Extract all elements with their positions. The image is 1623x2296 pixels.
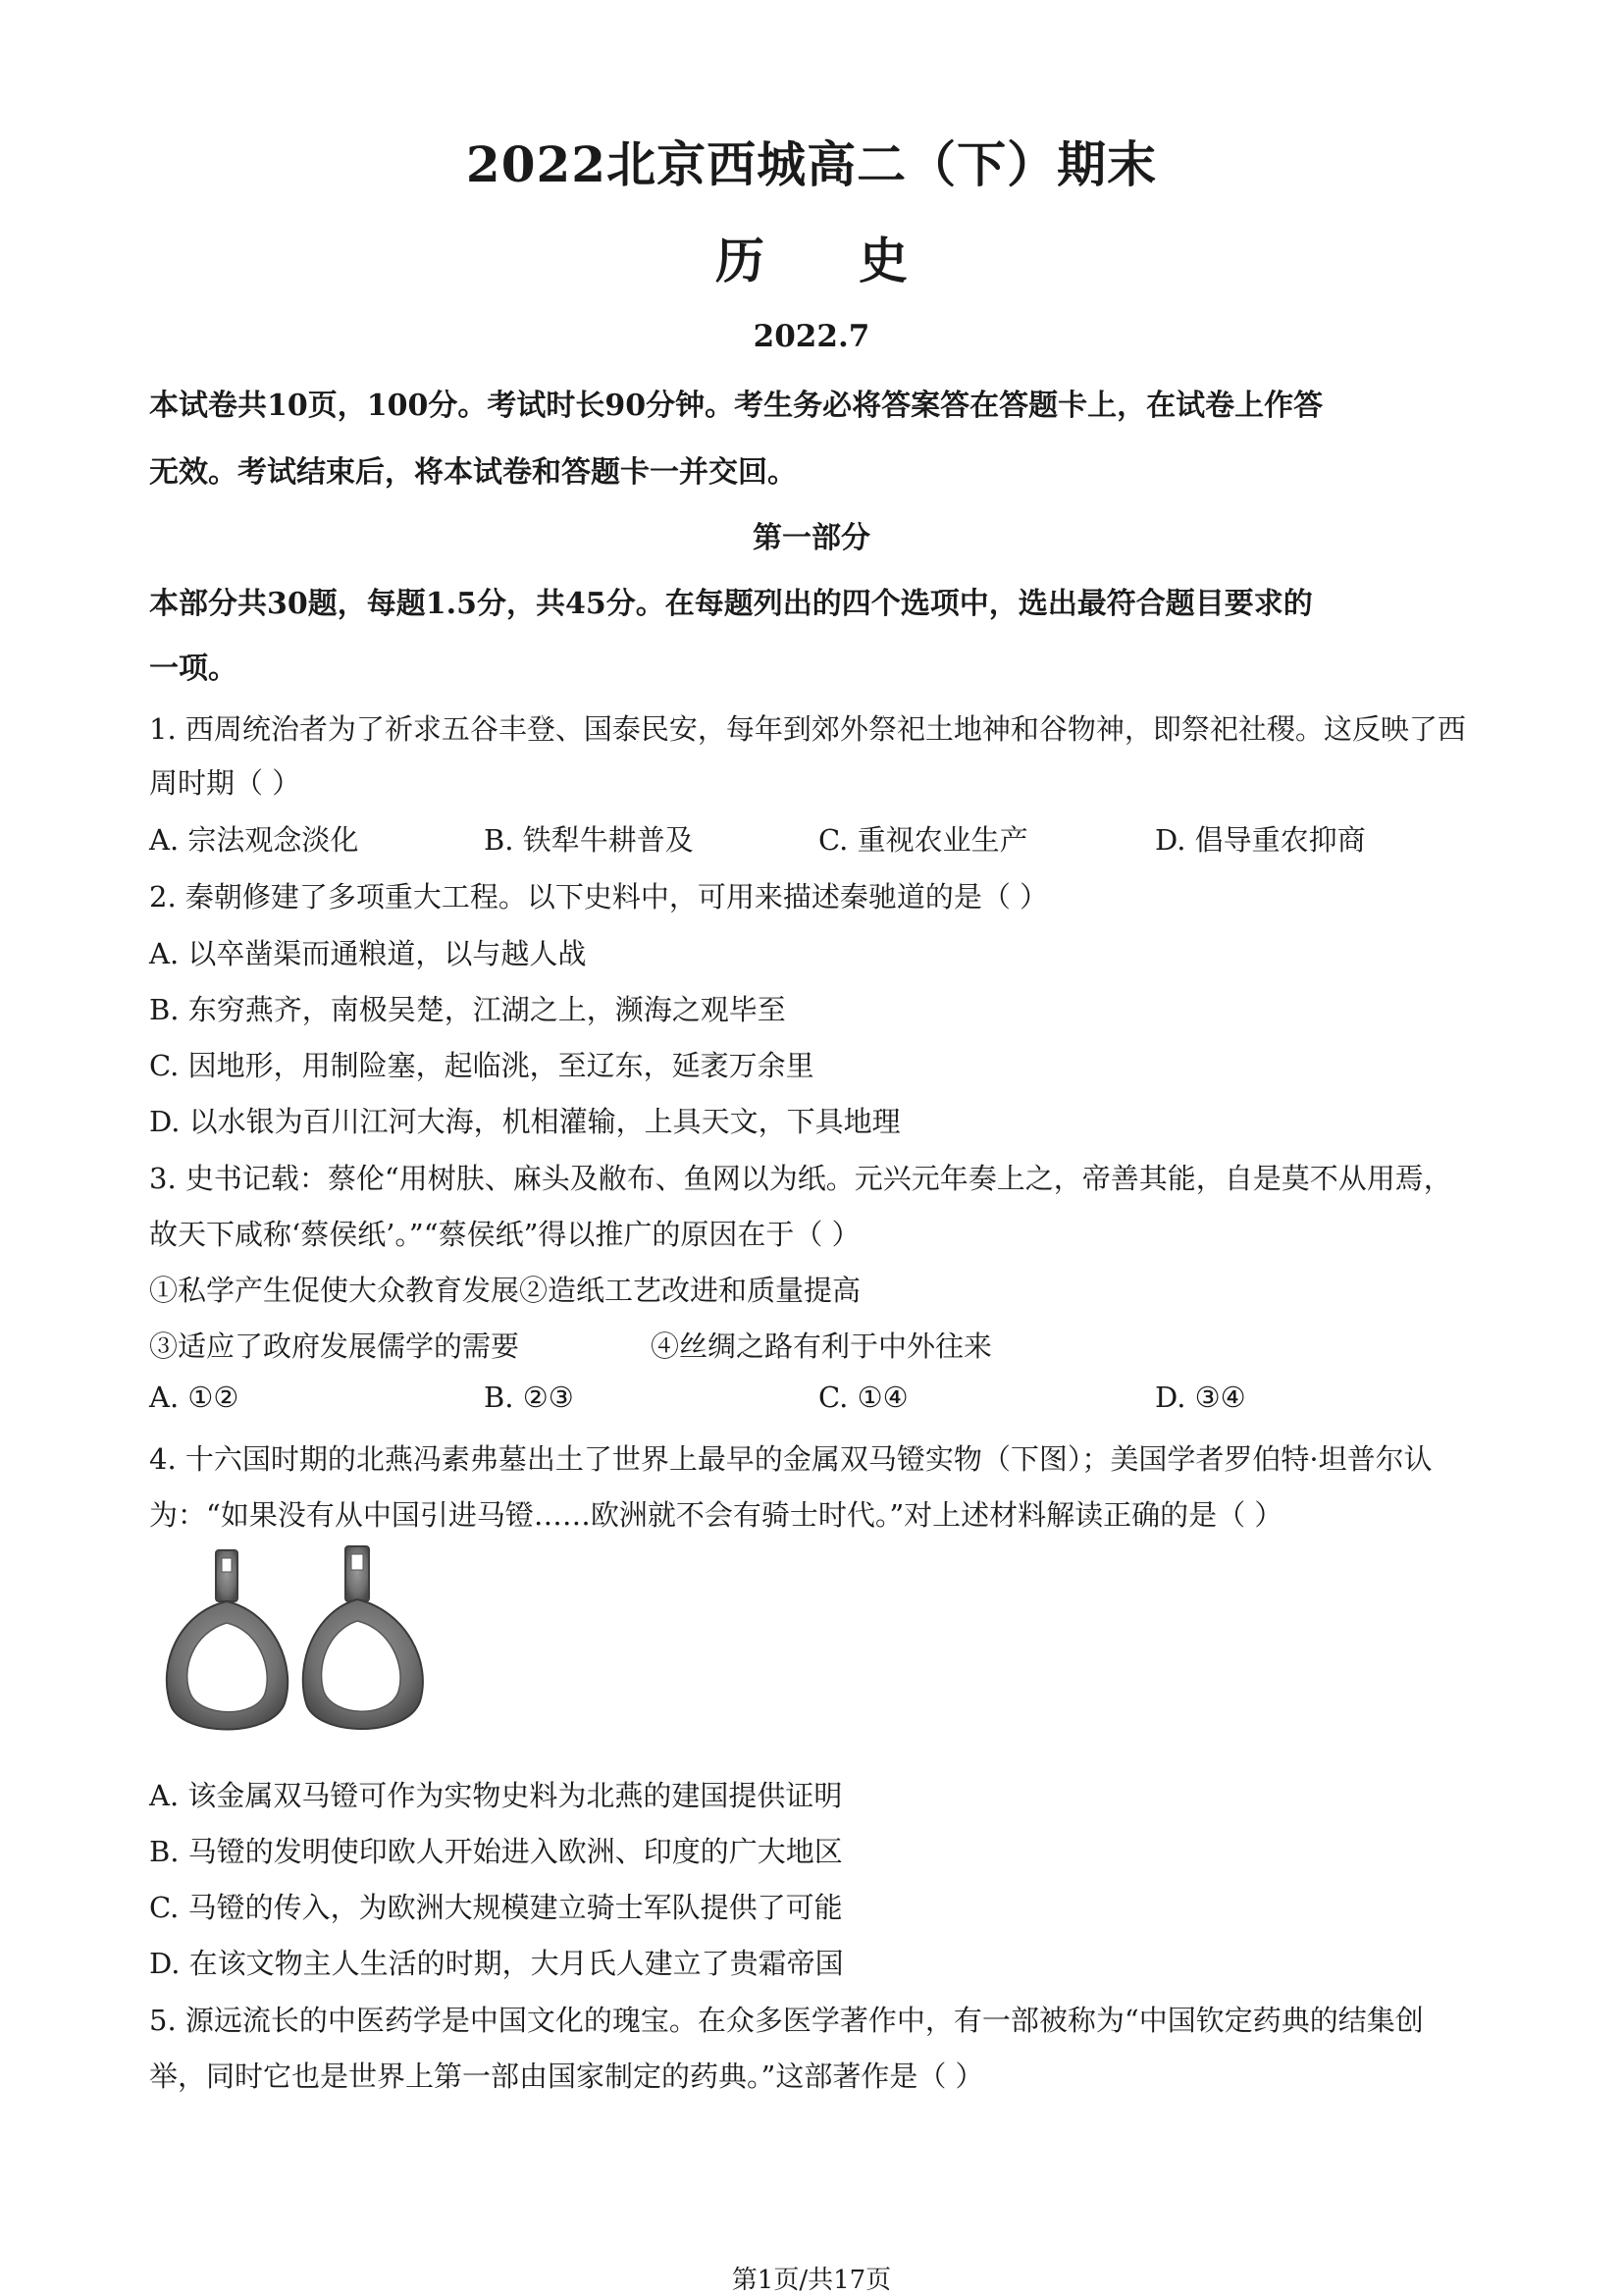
- question-3-option-b: B. ②③: [484, 1381, 574, 1414]
- exam-date: 2022.7: [753, 319, 870, 354]
- part-desc-line-1: 本部分共30题，每题1.5分，共45分。在每题列出的四个选项中，选出最符合题目要求的: [149, 587, 1313, 621]
- question-4-option-d: D. 在该文物主人生活的时期，大月氏人建立了贵霜帝国: [149, 1947, 844, 1980]
- question-3-stem-line-2: 故天下咸称‘蔡侯纸’。”“蔡侯纸”得以推广的原因在于（ ）: [149, 1218, 861, 1251]
- question-2-option-c: C. 因地形，用制险塞，起临洮，至辽东，延袤万余里: [149, 1049, 814, 1082]
- question-5-stem-line-1: 5. 源远流长的中医药学是中国文化的瑰宝。在众多医学著作中，有一部被称为“中国钦定药典的结集创: [149, 2004, 1424, 2037]
- question-3-stem-line-1: 3. 史书记载：蔡伦“用树肤、麻头及敝布、鱼网以为纸。元兴元年奏上之，帝善其能，自是莫不从用焉，: [149, 1162, 1452, 1195]
- question-4-option-a: A. 该金属双马镫可作为实物史料为北燕的建国提供证明: [149, 1779, 843, 1812]
- part-heading: 第一部分: [753, 521, 870, 555]
- question-5-stem-line-2: 举，同时它也是世界上第一部由国家制定的药典。”这部著作是（ ）: [149, 2060, 984, 2093]
- question-3-item-3: ③适应了政府发展儒学的需要: [149, 1330, 520, 1363]
- exam-title: 2022北京西城高二（下）期末: [465, 135, 1158, 193]
- part-desc-line-2: 一项。: [149, 652, 237, 686]
- stirrups-image: [149, 1537, 444, 1752]
- question-4-stem-line-1: 4. 十六国时期的北燕冯素弗墓出土了世界上最早的金属双马镫实物（下图）；美国学者罗伯特·坦普尔认: [149, 1442, 1433, 1476]
- question-4-stem-line-2: 为：“如果没有从中国引进马镫……欧洲就不会有骑士时代。”对上述材料解读正确的是（ ）: [149, 1498, 1283, 1532]
- question-3-item-4: ④丝绸之路有利于中外往来: [651, 1330, 993, 1363]
- question-2-stem: 2. 秦朝修建了多项重大工程。以下史料中，可用来描述秦驰道的是（ ）: [149, 880, 1049, 913]
- question-1-option-d: D. 倡导重农抑商: [1155, 823, 1366, 857]
- question-3-option-a: A. ①②: [149, 1381, 239, 1414]
- question-3-option-d: D. ③④: [1155, 1381, 1246, 1414]
- subject-title: 历史: [715, 232, 1002, 289]
- instructions-line-2: 无效。考试结束后，将本试卷和答题卡一并交回。: [149, 455, 797, 490]
- question-3-item-1-2: ①私学产生促使大众教育发展②造纸工艺改进和质量提高: [149, 1274, 862, 1307]
- page-number: 第1页/共17页: [731, 2266, 892, 2295]
- question-2-option-d: D. 以水银为百川江河大海，机相灌输，上具天文，下具地理: [149, 1105, 901, 1138]
- question-4-option-c: C. 马镫的传入，为欧洲大规模建立骑士军队提供了可能: [149, 1891, 843, 1924]
- right-stirrup: [303, 1546, 423, 1729]
- question-1-option-b: B. 铁犁牛耕普及: [484, 823, 694, 857]
- stirrups-photo: [149, 1537, 444, 1752]
- question-1-option-a: A. 宗法观念淡化: [149, 823, 359, 857]
- question-2-option-a: A. 以卒凿渠而通粮道，以与越人战: [149, 937, 587, 970]
- question-1-stem-line-1: 1. 西周统治者为了祈求五谷丰登、国泰民安，每年到郊外祭祀土地神和谷物神，即祭祀社稷。这反映了西: [149, 712, 1466, 746]
- question-3-option-c: C. ①④: [818, 1381, 909, 1414]
- left-stirrup: [167, 1550, 288, 1730]
- instructions-line-1: 本试卷共10页，100分。考试时长90分钟。考生务必将答案答在答题卡上，在试卷上作答: [149, 389, 1324, 423]
- question-4-option-b: B. 马镫的发明使印欧人开始进入欧洲、印度的广大地区: [149, 1835, 843, 1868]
- question-2-option-b: B. 东穷燕齐，南极吴楚，江湖之上，濒海之观毕至: [149, 993, 786, 1026]
- question-1-option-c: C. 重视农业生产: [818, 823, 1028, 857]
- question-1-stem-line-2: 周时期（ ）: [149, 766, 301, 800]
